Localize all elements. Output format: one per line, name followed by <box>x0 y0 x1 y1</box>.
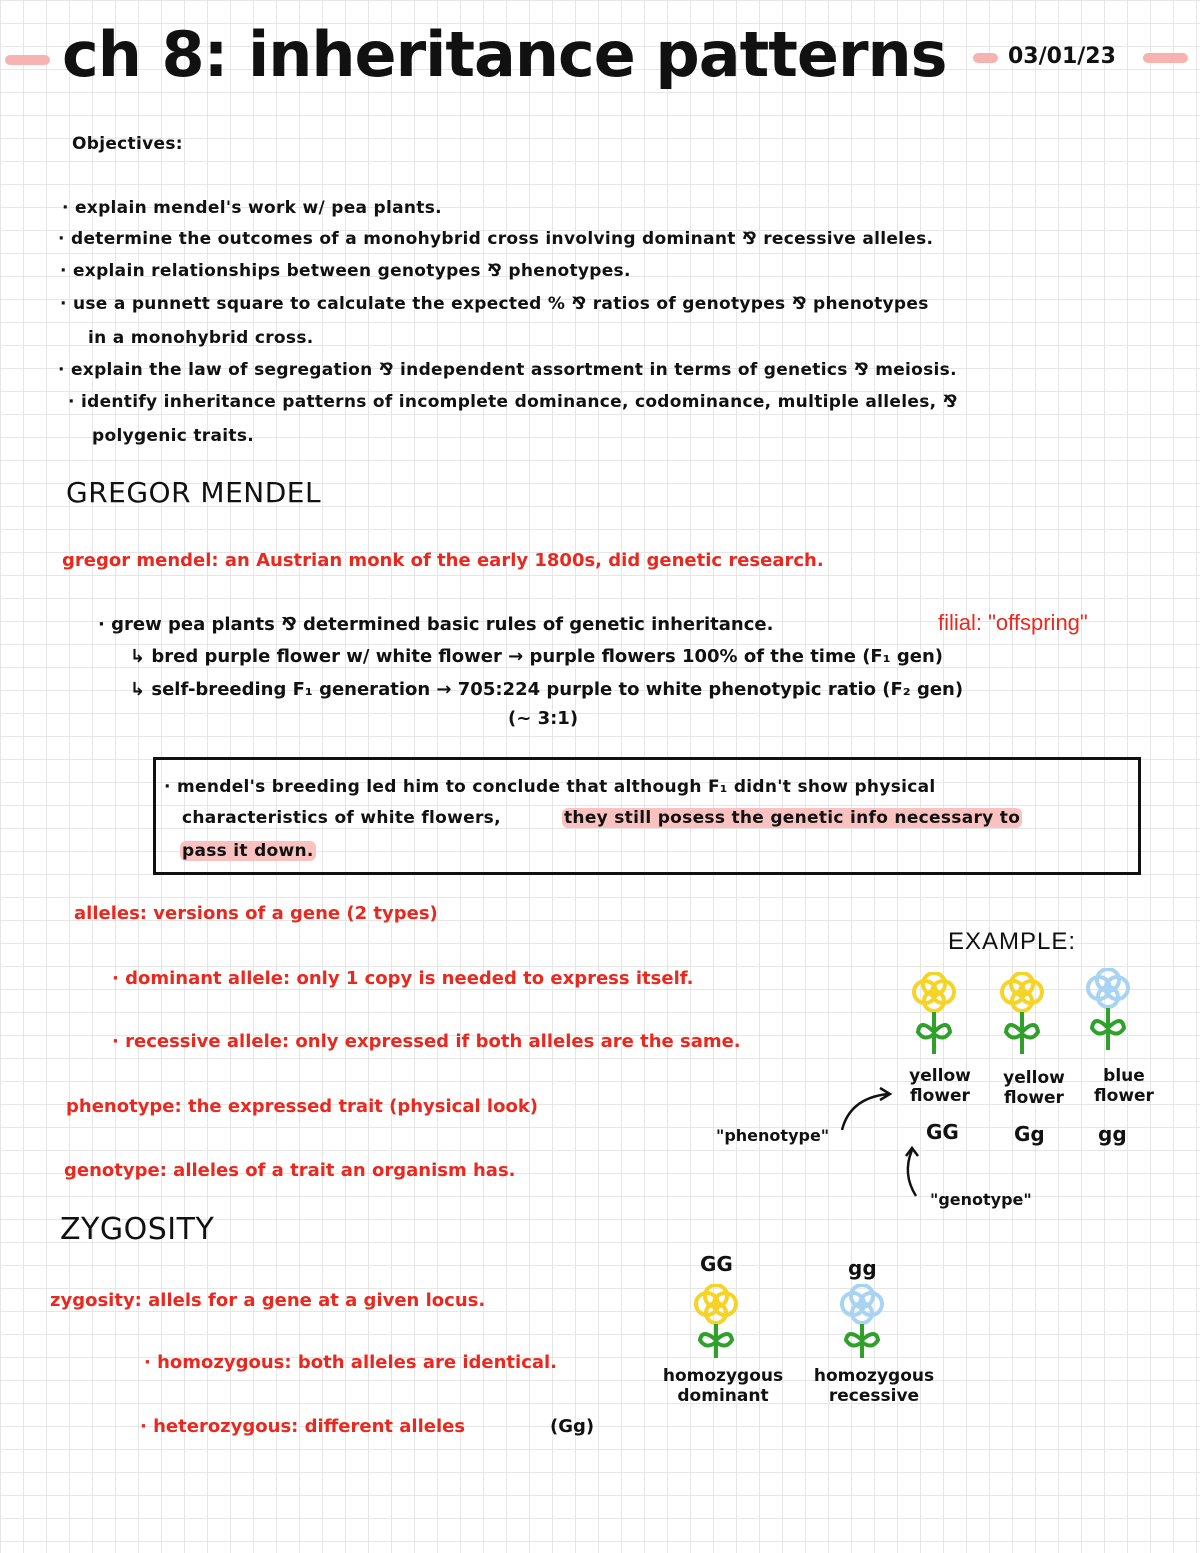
mendel-sub-2: ↳ self-breeding F₁ generation → 705:224 purple to white phenotypic ratio (F₂ gen) <box>130 679 964 700</box>
zygosity-genotype: gg <box>848 1256 877 1280</box>
page-date: 03/01/23 <box>1008 44 1116 69</box>
heterozygous-definition: · heterozygous: different alleles <box>140 1416 466 1437</box>
arrow-icon <box>836 1084 896 1134</box>
objective-item: · determine the outcomes of a monohybrid cross involving dominant ⅋ recessive alleles. <box>58 229 934 249</box>
example-genotype: gg <box>1098 1122 1127 1146</box>
flower-label-line2: flower <box>1094 1086 1154 1106</box>
arrow-icon <box>898 1144 928 1200</box>
recessive-allele: · recessive allele: only expressed if both alleles are the same. <box>112 1031 741 1052</box>
mendel-ratio: (~ 3:1) <box>508 708 579 729</box>
title-deco-mid <box>973 53 998 63</box>
example-genotype: Gg <box>1014 1122 1045 1146</box>
box-line-1: · mendel's breeding led him to conclude that although F₁ didn't show physical <box>164 777 936 797</box>
flower-icon <box>688 1284 744 1360</box>
mendel-definition: gregor mendel: an Austrian monk of the early 1800s, did genetic research. <box>62 550 824 571</box>
phenotype-definition: phenotype: the expressed trait (physical look) <box>66 1096 539 1117</box>
dominant-allele: · dominant allele: only 1 copy is needed to express itself. <box>112 968 694 989</box>
objective-item: polygenic traits. <box>92 426 254 446</box>
heterozygous-example: (Gg) <box>550 1416 595 1437</box>
section-heading-zygosity: ZYGOSITY <box>60 1212 215 1247</box>
page-title: ch 8: inheritance patterns <box>62 18 947 91</box>
flower-icon <box>994 972 1050 1056</box>
title-deco-left <box>5 55 50 65</box>
objective-item: in a monohybrid cross. <box>88 328 314 348</box>
homozygous-definition: · homozygous: both alleles are identical. <box>144 1352 558 1373</box>
zygosity-flower-label <box>660 1366 786 1406</box>
flower-label-line1: blue <box>1103 1066 1145 1086</box>
flower-label-line2: flower <box>1004 1088 1064 1108</box>
objective-item: · use a punnett square to calculate the expected % ⅋ ratios of genotypes ⅋ phenotypes <box>60 294 929 314</box>
objectives-label: Objectives: <box>72 134 183 154</box>
flower-icon <box>906 972 962 1056</box>
flower-label-line1: yellow <box>909 1066 971 1086</box>
objective-item: · explain relationships between genotypes ⅋ phenotypes. <box>60 261 631 281</box>
alleles-definition: alleles: versions of a gene (2 types) <box>74 903 438 924</box>
objective-item: · explain the law of segregation ⅋ independent assortment in terms of genetics ⅋ meiosis. <box>58 360 957 380</box>
flower-label-line2: recessive <box>828 1386 920 1406</box>
zygosity-genotype: GG <box>700 1252 733 1276</box>
section-heading-mendel: GREGOR MENDEL <box>66 476 322 509</box>
zygosity-definition: zygosity: allels for a gene at a given locus. <box>50 1290 486 1311</box>
example-flower-label <box>902 1066 978 1106</box>
example-flower-label <box>1086 1066 1162 1106</box>
box-line-2b-highlight: they still posess the genetic info necessary to <box>564 808 1021 828</box>
genotype-note: "genotype" <box>930 1190 1032 1209</box>
flower-label-line2: flower <box>910 1086 970 1106</box>
flower-icon <box>1080 968 1136 1052</box>
objective-item: · identify inheritance patterns of incomplete dominance, codominance, multiple alleles, ⅋ <box>68 392 958 412</box>
example-flower-label <box>996 1068 1072 1108</box>
zygosity-flower-label <box>806 1366 942 1406</box>
box-line-3-highlight: pass it down. <box>182 841 314 861</box>
objective-item: · explain mendel's work w/ pea plants. <box>62 198 442 218</box>
example-heading: EXAMPLE: <box>948 928 1077 955</box>
flower-label-line2: dominant <box>677 1386 769 1406</box>
mendel-sub-1: ↳ bred purple flower w/ white flower → purple flowers 100% of the time (F₁ gen) <box>130 646 944 667</box>
example-genotype: GG <box>926 1120 959 1144</box>
mendel-bullet: · grew pea plants ⅋ determined basic rules of genetic inheritance. <box>98 614 774 635</box>
flower-icon <box>834 1284 890 1360</box>
title-deco-right <box>1143 53 1188 63</box>
box-line-2a: characteristics of white flowers, <box>182 808 501 828</box>
flower-label-line1: yellow <box>1003 1068 1065 1088</box>
genotype-definition: genotype: alleles of a trait an organism has. <box>64 1160 516 1181</box>
filial-definition: filial: "offspring" <box>938 610 1088 635</box>
phenotype-note: "phenotype" <box>716 1126 830 1145</box>
flower-label-line1: homozygous <box>813 1366 935 1386</box>
flower-label-line1: homozygous <box>662 1366 784 1386</box>
